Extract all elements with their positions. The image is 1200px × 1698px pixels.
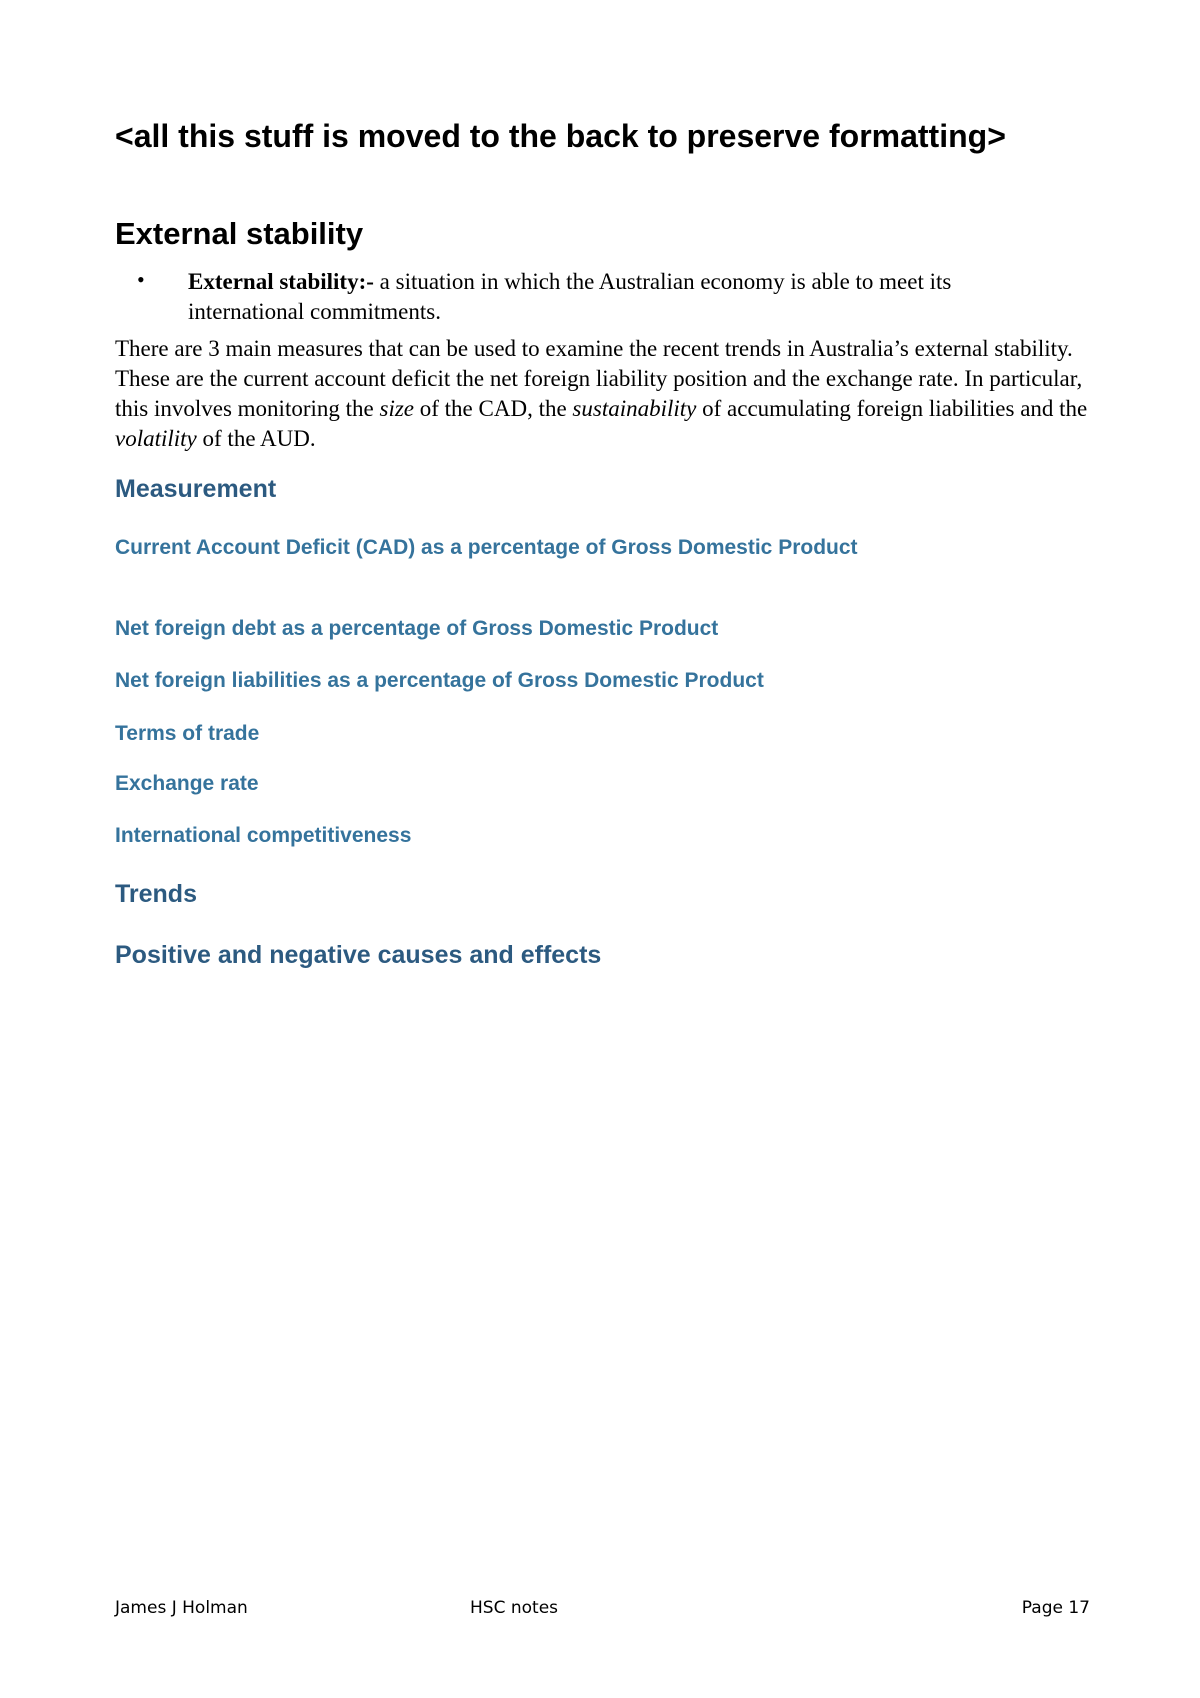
causes-heading: Positive and negative causes and effects (115, 941, 602, 969)
measurement-item-cad: Current Account Deficit (CAD) as a percentage of Gross Domestic Product (115, 536, 858, 559)
paragraph-part: of the AUD. (196, 426, 316, 451)
measurement-item-terms-of-trade: Terms of trade (115, 722, 260, 745)
measurement-item-exchange-rate: Exchange rate (115, 772, 259, 795)
measurement-heading: Measurement (115, 475, 277, 503)
measurement-item-net-foreign-debt: Net foreign debt as a percentage of Gross Domestic Product (115, 617, 719, 640)
definition-text (188, 267, 1068, 327)
document-page (115, 0, 1090, 1698)
paragraph-part: of the CAD, the (414, 396, 573, 421)
definition-body: a situation in which the Australian economy is able to meet its international commitments. (188, 269, 952, 324)
measurement-item-international-competitiveness: International competitiveness (115, 824, 412, 847)
definition-term: External stability:- (188, 269, 374, 294)
paragraph-part: There are 3 main measures that can be used to examine the recent trends in Australia’s external stability. These are the current account deficit the net foreign liability position and the exchange rate. In particular, this involves monitoring the (115, 336, 1083, 421)
footer-doc-title: HSC notes (470, 1598, 559, 1618)
note-title: <all this stuff is moved to the back to preserve formatting> (115, 118, 1006, 154)
trends-heading: Trends (115, 880, 197, 908)
footer-page-number: Page 17 (1021, 1598, 1090, 1618)
footer-author: James J Holman (115, 1598, 248, 1618)
paragraph-part: of accumulating foreign liabilities and the (696, 396, 1088, 421)
intro-paragraph (115, 334, 1090, 454)
emphasis-size: size (379, 396, 414, 421)
emphasis-sustainability: sustainability (572, 396, 697, 421)
emphasis-volatility: volatility (115, 426, 197, 451)
section-title: External stability (115, 216, 364, 251)
bullet-marker: • (137, 267, 145, 292)
measurement-item-net-foreign-liabilities: Net foreign liabilities as a percentage of Gross Domestic Product (115, 669, 764, 692)
